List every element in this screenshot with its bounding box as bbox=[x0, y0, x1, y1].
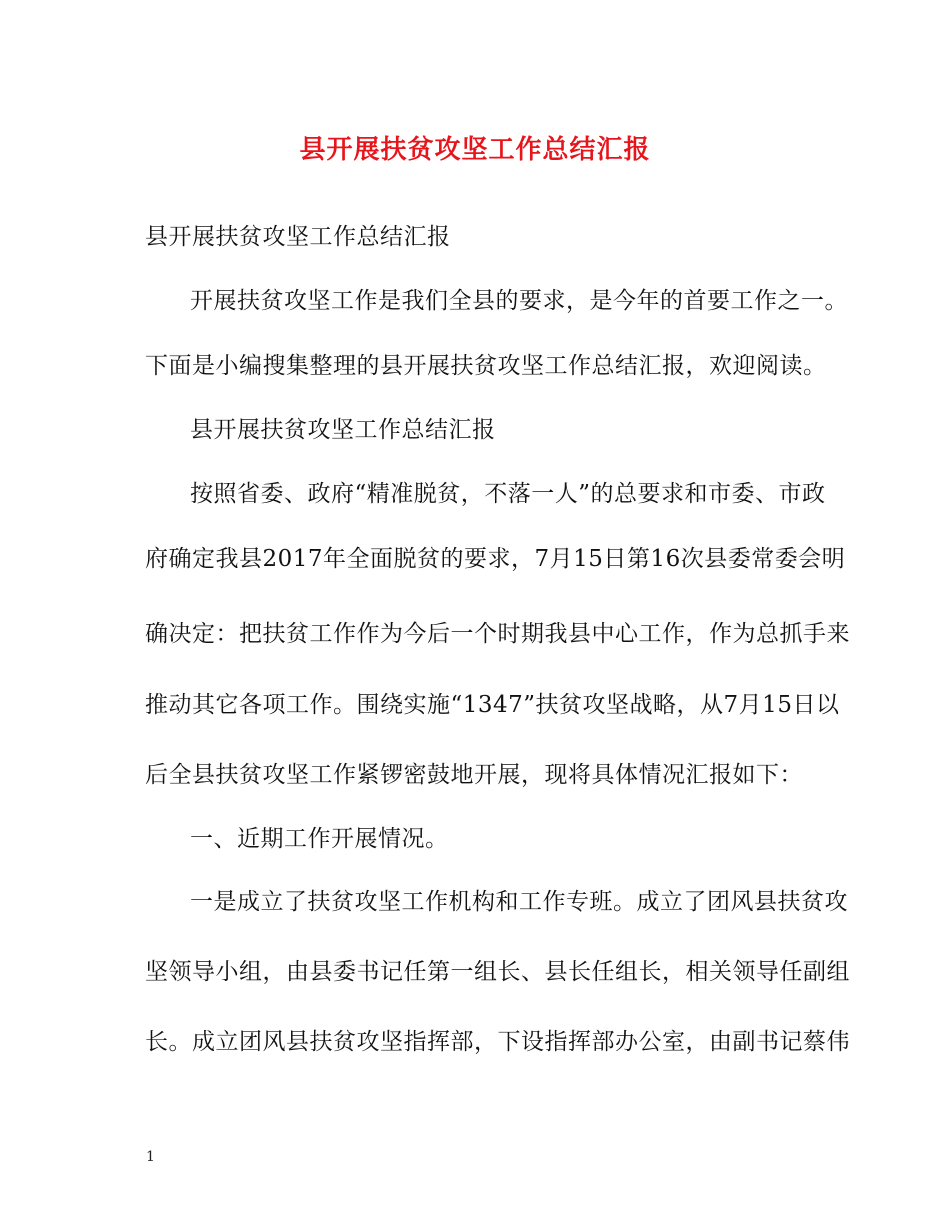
paragraph-line: 府确定我县2017年全面脱贫的要求，7月15日第16次县委常委会明 bbox=[145, 546, 846, 572]
page-number: 1 bbox=[146, 1149, 155, 1165]
paragraph-line: 一是成立了扶贫攻坚工作机构和工作专班。成立了团风县扶贫攻 bbox=[190, 889, 848, 915]
paragraph-line: 后全县扶贫攻坚工作紧锣密鼓地开展，现将具体情况汇报如下： bbox=[145, 762, 803, 788]
paragraph-line: 开展扶贫攻坚工作是我们全县的要求，是今年的首要工作之一。 bbox=[190, 288, 848, 314]
document-title: 县开展扶贫攻坚工作总结汇报 bbox=[299, 135, 651, 165]
paragraph-line: 坚领导小组，由县委书记任第一组长、县长任组长，相关领导任副组 bbox=[145, 959, 850, 985]
paragraph-line: 按照省委、政府“精准脱贫，不落一人”的总要求和市委、市政 bbox=[190, 481, 826, 507]
subtitle-line: 县开展扶贫攻坚工作总结汇报 bbox=[145, 224, 451, 250]
paragraph-line: 下面是小编搜集整理的县开展扶贫攻坚工作总结汇报，欢迎阅读。 bbox=[145, 353, 827, 379]
paragraph-line: 长。成立团风县扶贫攻坚指挥部，下设指挥部办公室，由副书记蔡伟 bbox=[145, 1029, 850, 1055]
section-heading: 县开展扶贫攻坚工作总结汇报 bbox=[190, 417, 496, 443]
paragraph-line: 推动其它各项工作。围绕实施“1347”扶贫攻坚战略，从7月15日以 bbox=[145, 692, 840, 718]
paragraph-line: 确决定：把扶贫工作作为今后一个时期我县中心工作，作为总抓手来 bbox=[145, 621, 850, 647]
section-heading: 一、近期工作开展情况。 bbox=[190, 826, 449, 852]
